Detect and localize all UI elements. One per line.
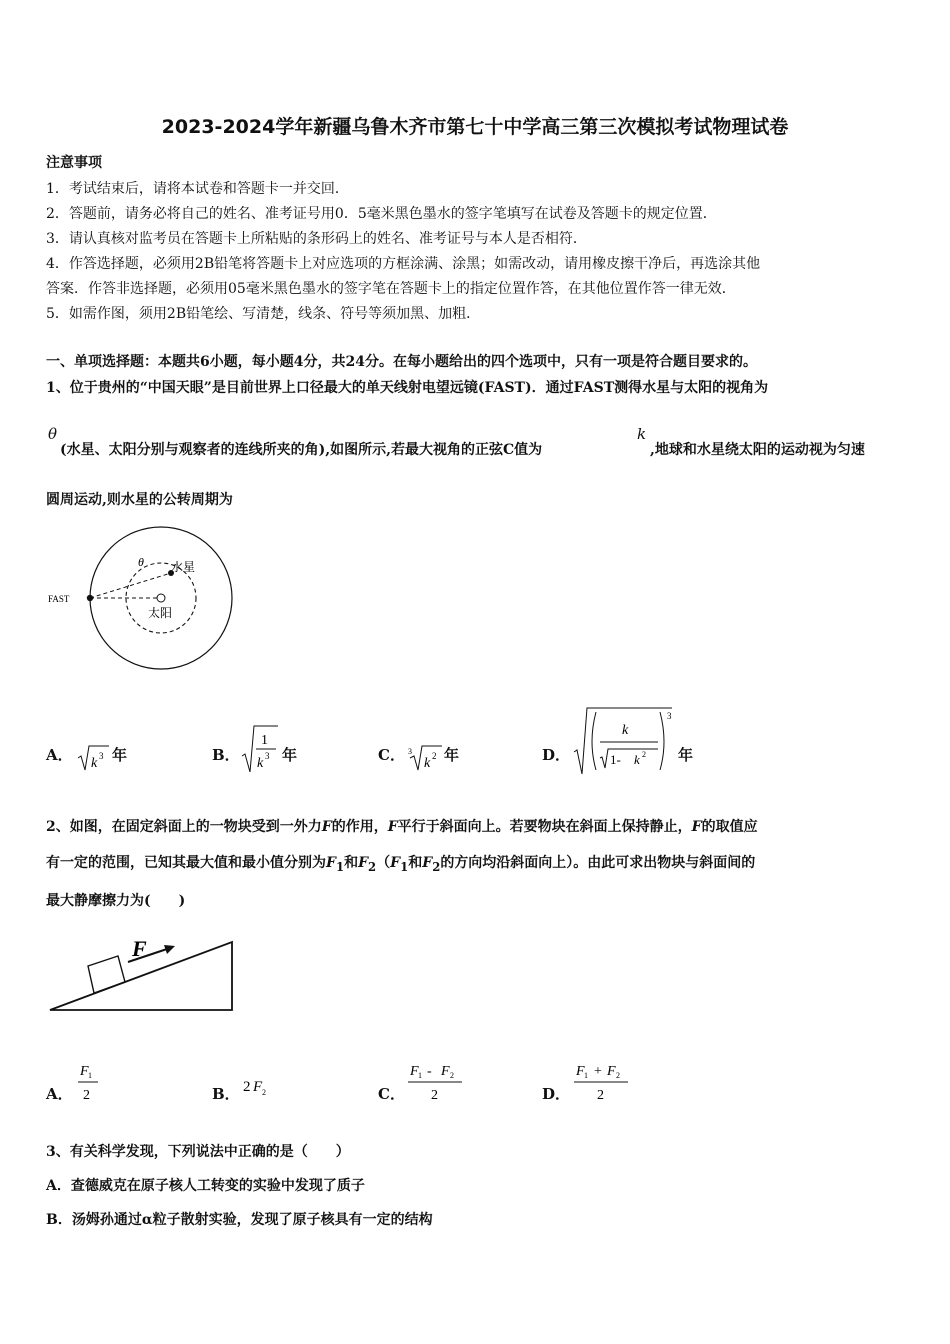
- q2-option-c-label: C．: [378, 1085, 405, 1103]
- svg-text:k: k: [91, 756, 98, 771]
- sun-label: 太阳: [148, 606, 173, 620]
- q2-option-b-formula: [242, 1074, 276, 1100]
- q1-theta-symbol: θ: [48, 425, 58, 443]
- svg-text:F: F: [253, 1079, 263, 1095]
- block: [88, 956, 125, 993]
- q2-stem-line2: 有一定的范围，已知其最大值和最小值分别为$F_1$和$F_2(F_1$和$F_2$的方向均沿斜面向上）。由此可求出物块与斜面间的: [46, 855, 756, 874]
- q1-option-c-unit: 年: [444, 746, 460, 764]
- svg-text:1: 1: [418, 1071, 422, 1080]
- svg-text:3: 3: [408, 747, 412, 756]
- q2-option-a-label: A．: [46, 1085, 73, 1103]
- notice-item-2: 2．答题前，请务必将自己的姓名、准考证号用0．5毫米黑色墨水的签字笔填写在试卷及答题卡的规定位置．: [46, 206, 717, 222]
- q1-stem-line2b: ,地球和水星绕太阳的运动视为匀速: [650, 442, 865, 458]
- q1-option-a-unit: 年: [112, 746, 128, 764]
- notice-item-3: 3．请认真核对监考员在答题卡上所粘贴的条形码上的姓名、准考证号与本人是否相符．: [46, 231, 587, 247]
- svg-text:2: 2: [431, 1088, 438, 1103]
- notice-item-4-cont: 答案．作答非选择题，必须用05毫米黑色墨水的签字笔在答题卡上的指定位置作答，在其他位置作答一律无效．: [46, 281, 736, 297]
- svg-text:k: k: [424, 756, 431, 771]
- svg-text:1: 1: [88, 1071, 92, 1080]
- exam-title: 2023-2024学年新疆乌鲁木齐市第七十中学高三第三次模拟考试物理试卷: [161, 116, 789, 138]
- q1-option-b-label: B．: [212, 746, 240, 764]
- q2-option-a-formula: [76, 1058, 100, 1104]
- q3-stem: 3、有关科学发现，下列说法中正确的是（ ）: [46, 1144, 350, 1160]
- notice-item-5: 5．如需作图，须用2B铅笔绘、写清楚，线条、符号等须加黑、加粗．: [46, 306, 481, 322]
- q1-stem-line2a: (水星、太阳分别与观察者的连线所夹的角),如图所示,若最大视角的正弦C值为: [60, 442, 543, 458]
- q1-k-symbol: k: [637, 425, 647, 443]
- svg-text:2: 2: [83, 1088, 90, 1103]
- svg-text:3: 3: [667, 711, 672, 721]
- svg-text:F: F: [441, 1064, 450, 1079]
- q1-option-a-formula: [76, 740, 110, 774]
- svg-text:2: 2: [450, 1071, 454, 1080]
- svg-text:1: 1: [261, 733, 268, 748]
- q1-option-b-formula: [240, 722, 280, 776]
- svg-text:k: k: [634, 752, 640, 767]
- q1-option-c-label: C．: [378, 746, 405, 764]
- q1-option-d-unit: 年: [678, 746, 694, 764]
- q1-stem-line3: 圆周运动,则水星的公转周期为: [46, 492, 233, 508]
- notice-heading: 注意事项: [46, 155, 102, 171]
- svg-text:2: 2: [642, 750, 646, 759]
- svg-text:k: k: [257, 756, 264, 771]
- svg-text:2: 2: [432, 751, 437, 761]
- theta-label: θ: [138, 555, 144, 569]
- q2-option-d-label: D．: [542, 1085, 571, 1103]
- notice-item-4: 4．作答选择题，必须用2B铅笔将答题卡上对应选项的方框涂满、涂黑；如需改动，请用橡皮擦干净后，再选涂其他: [46, 256, 761, 272]
- svg-text:3: 3: [265, 751, 270, 761]
- svg-text:2: 2: [597, 1088, 604, 1103]
- svg-text:F: F: [410, 1064, 419, 1079]
- svg-text:F: F: [607, 1064, 616, 1079]
- svg-text:1-: 1-: [610, 752, 621, 767]
- svg-text:F: F: [576, 1064, 585, 1079]
- sun-dot: [157, 594, 165, 602]
- mercury-label: 水星: [171, 560, 196, 574]
- q1-orbit-figure: [44, 524, 244, 674]
- q2-option-c-formula: [406, 1058, 466, 1104]
- section-heading: 一、单项选择题：本题共6小题，每小题4分，共24分。在每小题给出的四个选项中，只有一项是符合题目要求的。: [46, 354, 757, 370]
- q2-stem-line1: 2、如图，在固定斜面上的一物块受到一外力F的作用，F平行于斜面向上。若要物块在斜面上保持静止，F的取值应: [46, 819, 758, 835]
- q2-option-b-label: B．: [212, 1085, 240, 1103]
- q1-option-a-label: A．: [46, 746, 73, 764]
- q1-option-d-label: D．: [542, 746, 571, 764]
- q1-option-c-formula: [406, 740, 446, 774]
- force-label: F: [132, 936, 147, 961]
- force-arrow-head: [164, 945, 175, 954]
- q2-incline-figure: [46, 930, 240, 1016]
- q2-option-d-formula: [572, 1058, 632, 1104]
- q3-option-a: A．查德威克在原子核人工转变的实验中发现了质子: [46, 1178, 365, 1194]
- q2-stem-line3: 最大静摩擦力为( ): [46, 893, 186, 909]
- svg-text:k: k: [622, 723, 629, 738]
- svg-text:-: -: [427, 1064, 432, 1079]
- svg-text:+: +: [594, 1064, 602, 1079]
- notice-item-1: 1．考试结束后，请将本试卷和答题卡一并交回．: [46, 181, 349, 197]
- svg-text:F: F: [80, 1064, 89, 1079]
- svg-text:1: 1: [584, 1071, 588, 1080]
- svg-text:2: 2: [243, 1079, 251, 1095]
- svg-text:2: 2: [262, 1088, 266, 1097]
- fast-label: FAST: [48, 594, 70, 604]
- q3-option-b: B．汤姆孙通过α粒子散射实验，发现了原子核具有一定的结构: [46, 1212, 433, 1228]
- svg-text:2: 2: [616, 1071, 620, 1080]
- q1-option-b-unit: 年: [282, 746, 298, 764]
- svg-text:3: 3: [99, 751, 104, 761]
- q1-stem-line1: 1、位于贵州的“中国天眼”是目前世界上口径最大的单天线射电望远镜(FAST)．通过FAST测得水星与太阳的视角为: [46, 380, 769, 396]
- q1-option-d-formula: [572, 704, 676, 776]
